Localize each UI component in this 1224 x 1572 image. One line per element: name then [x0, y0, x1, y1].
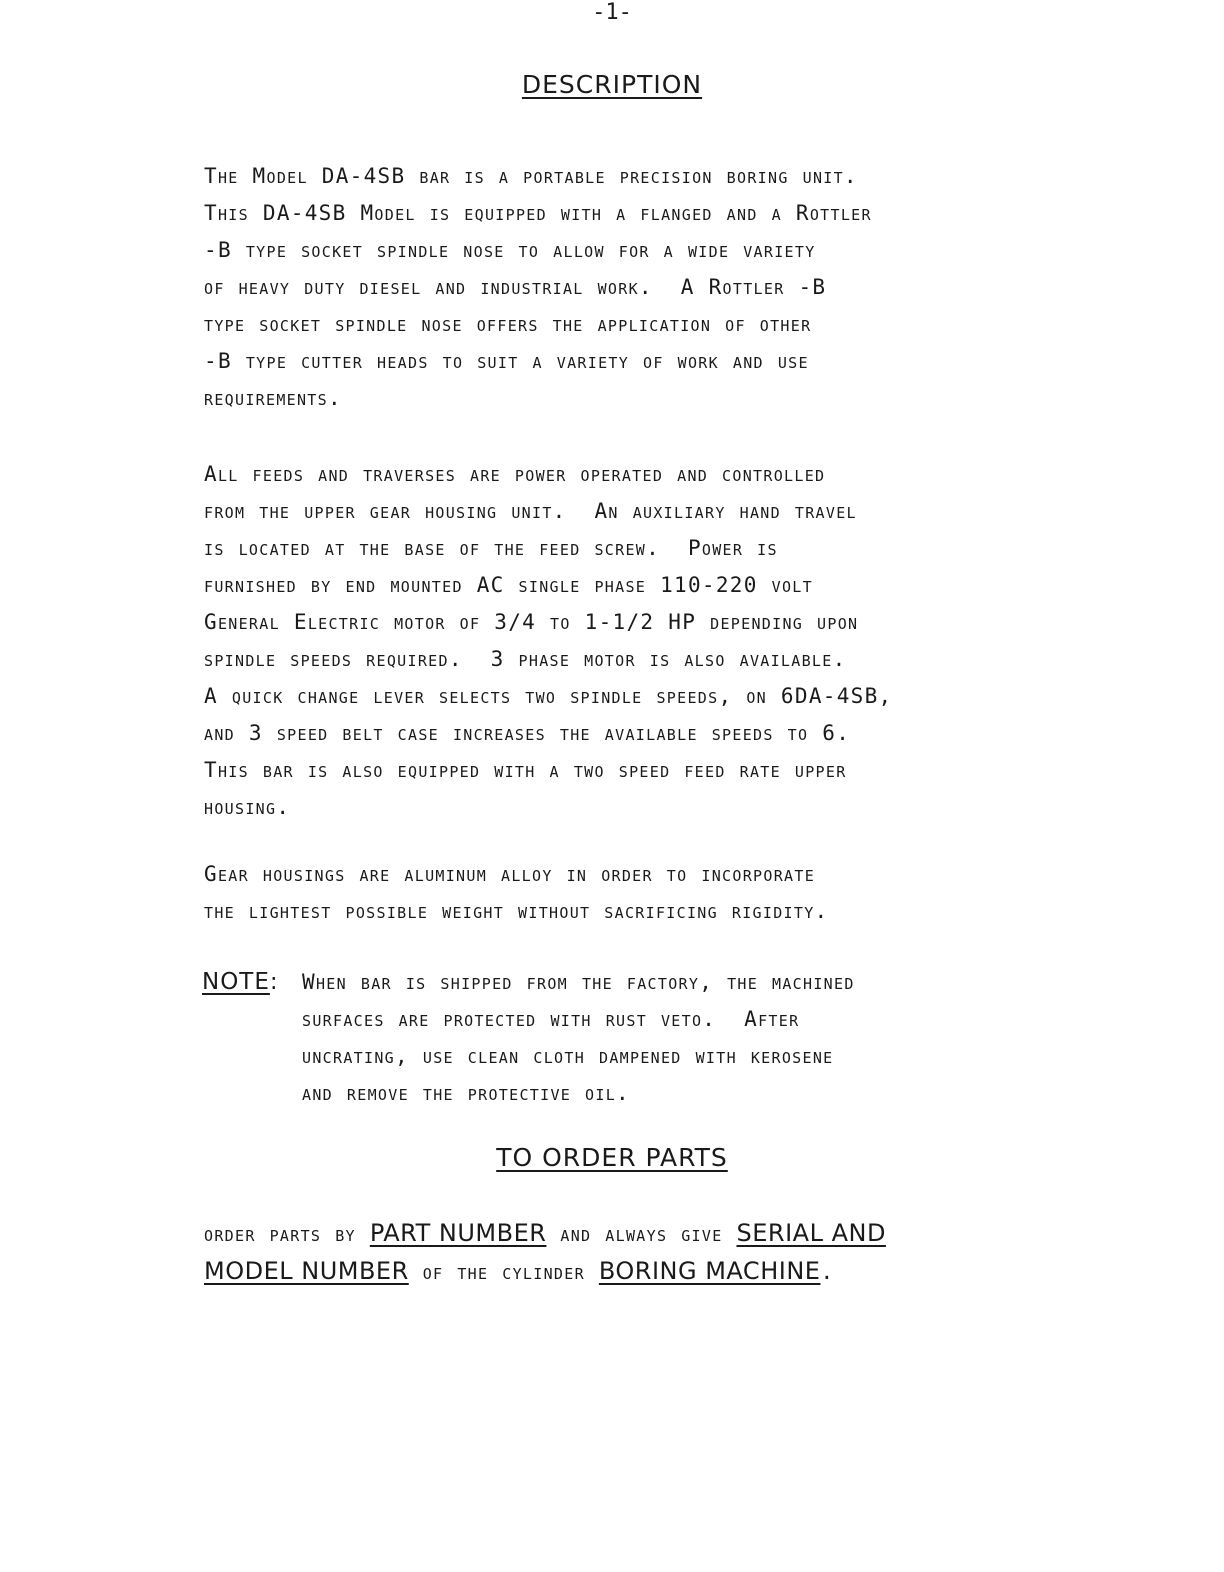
page-number: -1-: [592, 0, 632, 25]
text-line: is located at the base of the feed screw. Power is: [204, 536, 778, 560]
boring-machine-emphasis: BORING MACHINE: [598, 1257, 821, 1285]
text-line: Gear housings are aluminum alloy in order to incorporate: [204, 862, 816, 886]
text-line: the lightest possible weight without sacrificing rigidity.: [204, 899, 829, 923]
text-line: A quick change lever selects two spindle speeds, on 6DA-4SB,: [204, 684, 893, 708]
text-line: of heavy duty diesel and industrial work. A Rottler -B: [204, 275, 827, 299]
order-text: and always give: [546, 1222, 737, 1246]
description-heading: DESCRIPTION: [521, 70, 703, 99]
text-line: furnished by end mounted AC single phase 110-220 volt: [204, 573, 813, 597]
note-label-text: NOTE: [202, 969, 270, 995]
text-line: uncrating, use clean cloth dampened with kerosene: [302, 1044, 834, 1068]
text-line: This DA-4SB Model is equipped with a flanged and a Rottler: [204, 201, 872, 225]
note-label: [202, 964, 279, 1001]
order-parts-paragraph: [204, 1214, 1104, 1290]
text-line: from the upper gear housing unit. An auxiliary hand travel: [204, 499, 857, 523]
text-line: spindle speeds required. 3 phase motor is also available.: [204, 647, 847, 671]
text-line: The Model DA-4SB bar is a portable precision boring unit.: [204, 164, 858, 188]
text-line: -B type cutter heads to suit a variety of work and use: [204, 349, 809, 373]
paragraph-feeds: [204, 456, 1104, 826]
order-text: of the cylinder: [408, 1260, 599, 1284]
order-parts-heading: TO ORDER PARTS: [496, 1143, 728, 1172]
paragraph-gear-housings: [204, 856, 1104, 930]
text-line: requirements.: [204, 386, 342, 410]
model-number-emphasis: MODEL NUMBER: [204, 1257, 409, 1285]
part-number-emphasis: PART NUMBER: [369, 1219, 547, 1247]
text-line: All feeds and traverses are power operated and controlled: [204, 462, 826, 486]
text-line: and 3 speed belt case increases the available speeds to 6.: [204, 721, 851, 745]
serial-and-emphasis: SERIAL AND: [736, 1219, 886, 1247]
text-line: General Electric motor of 3/4 to 1-1/2 HP depending upon: [204, 610, 859, 634]
text-line: When bar is shipped from the factory, the machined: [302, 970, 855, 994]
text-line: type socket spindle nose offers the application of other: [204, 312, 812, 336]
text-line: This bar is also equipped with a two speed feed rate upper: [204, 758, 847, 782]
order-text: .: [820, 1260, 835, 1284]
paragraph-intro: [204, 158, 1104, 417]
order-text: order parts by: [204, 1222, 370, 1246]
text-line: surfaces are protected with rust veto. After: [302, 1007, 800, 1031]
text-line: housing.: [204, 795, 291, 819]
note-colon: :: [269, 969, 279, 995]
text-line: -B type socket spindle nose to allow for a wide variety: [204, 238, 816, 262]
text-line: [204, 1214, 1104, 1252]
text-line: [204, 1252, 1104, 1290]
text-line: and remove the protective oil.: [302, 1081, 630, 1105]
note-body: [302, 964, 1102, 1112]
